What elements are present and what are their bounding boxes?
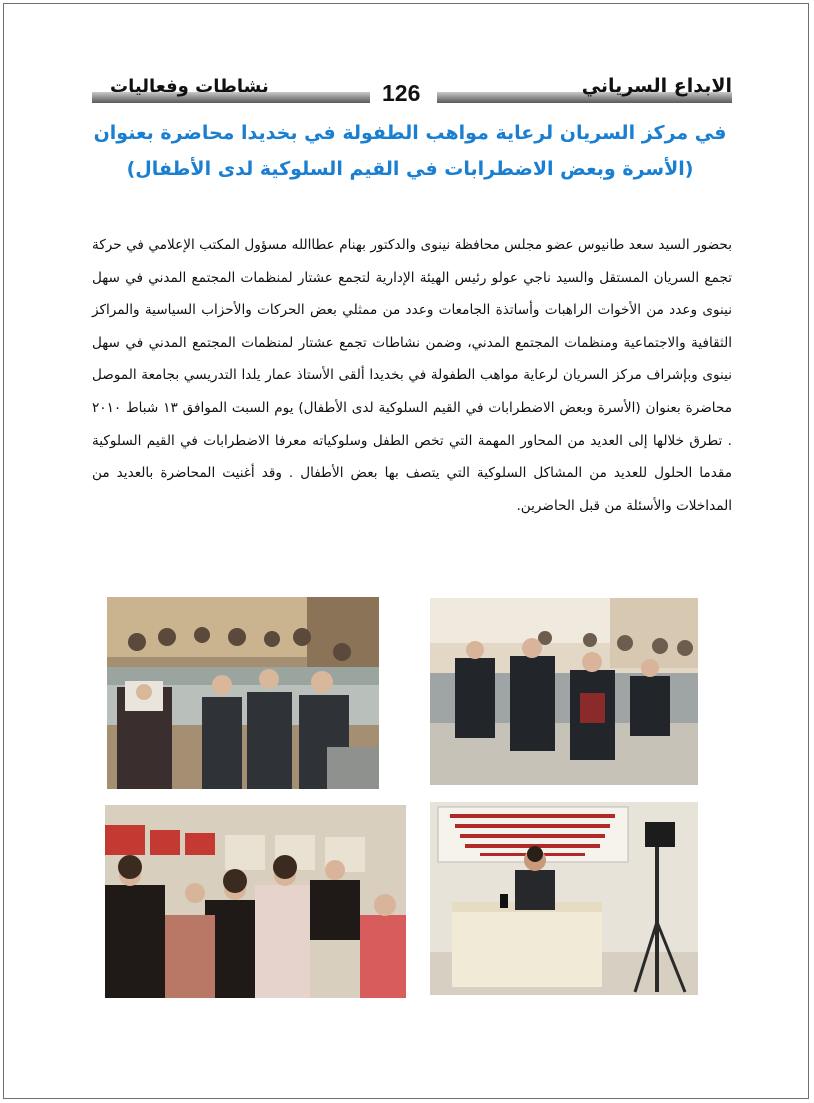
page-header: [92, 75, 732, 114]
article-title-line-1: في مركز السريان لرعاية مواهب الطفولة في بخديدا محاضرة بعنوان: [93, 122, 727, 144]
photo-guests-on-sofas: [430, 598, 698, 785]
article-title-line-2: (الأسرة وبعض الاضطرابات في القيم السلوكية لدى الأطفال): [126, 158, 694, 180]
photo-lecturer-at-table: [430, 802, 698, 995]
photo-women-audience: [105, 805, 406, 998]
article-body: بحضور السيد سعد طانيوس عضو مجلس محافظة نينوى والدكتور بهنام عطاالله مسؤول المكتب الإعلامي في حركة تجمع السريان المستقل والسيد ناجي عولو رئيس الهيئة الإدارية لتجمع عشتار لمنظمات المجتمع المدني في سهل نينوى وعدد من الأخوات الراهبات وأساتذة الجامعات وعدد من ممثلي بعض الحركات والأحزاب السياسية والمراكز الثقافية والاجتماعية ومنظمات المجتمع المدني، وضمن نشاطات تجمع عشتار لمنظمات المجتمع المدني في سهل نينوى وبإشراف مركز السريان لرعاية مواهب الطفولة في بخديدا ألقى الأستاذ عمار يلدا التدريسي بجامعة الموصل محاضرة بعنوان (الأسرة وبعض الاضطرابات في القيم السلوكية لدى الأطفال) يوم السبت الموافق ١٣ شباط ٢٠١٠ . تطرق خلالها إلى العديد من المحاور المهمة التي تخص الطفل وسلوكياته معرفا الاضطرابات في القيم السلوكية مقدما الحلول للعديد من المشاكل السلوكية التي يتصف بها بعض الأطفال . وقد أغنيت المحاضرة بالعديد من المداخلات والأسئلة من قبل الحاضرين.: [92, 237, 732, 514]
magazine-title: الابداع السرياني: [581, 75, 732, 97]
section-title: نشاطات وفعاليات: [110, 76, 269, 97]
page-number: 126: [382, 80, 421, 106]
photo-audience-front-row: [107, 597, 379, 789]
